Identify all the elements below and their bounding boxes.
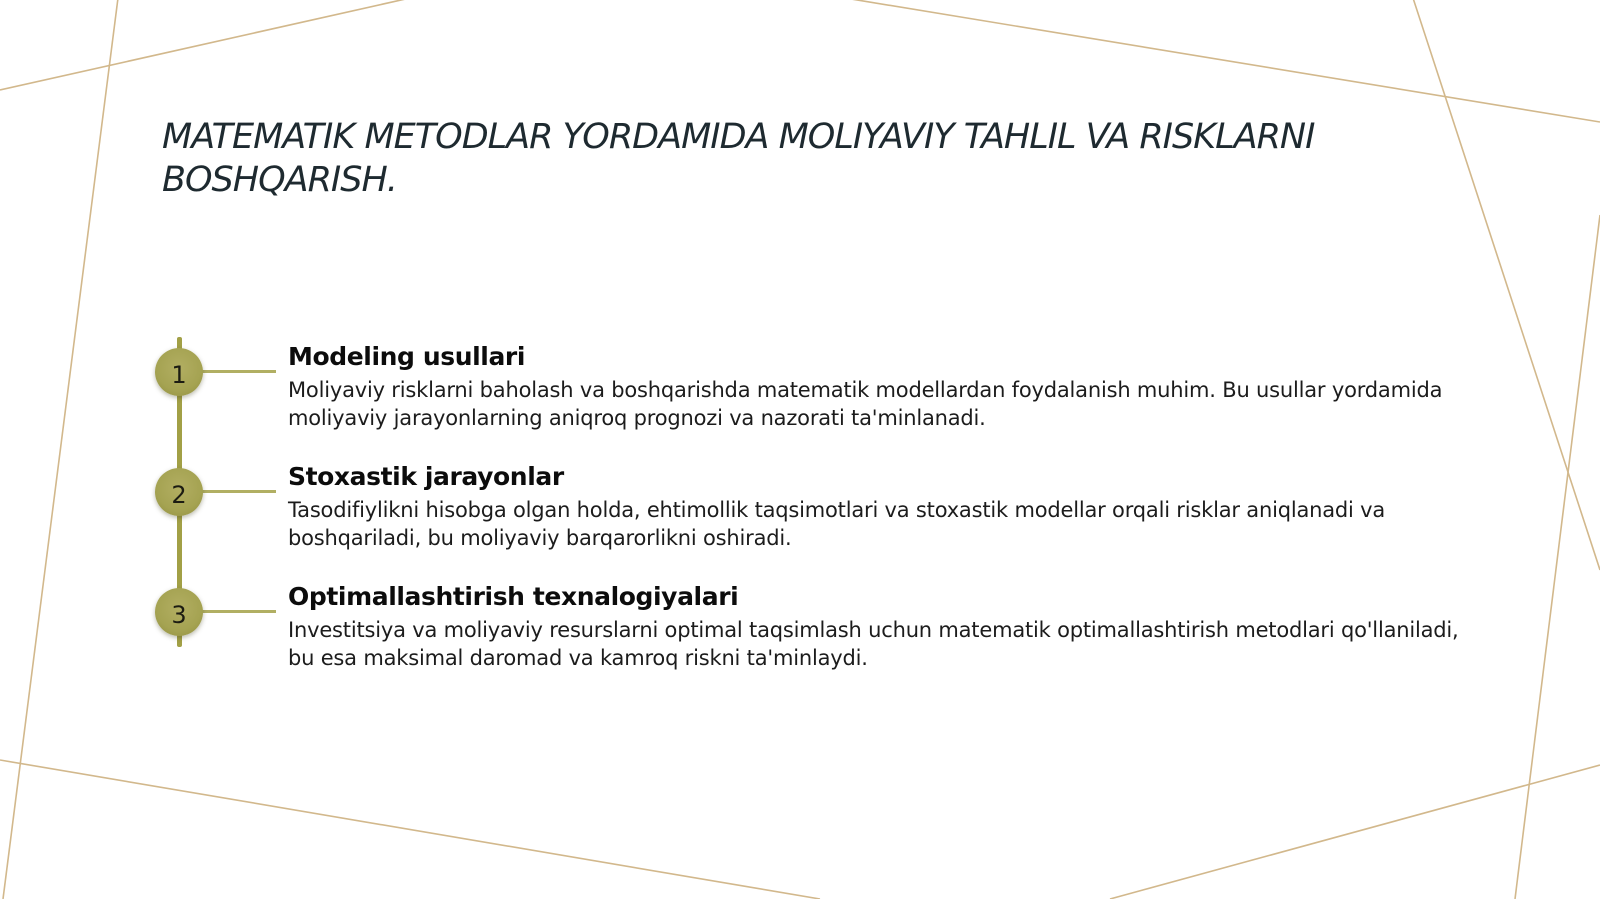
slide-title: MATEMATIK METODLAR YORDAMIDA MOLIYAVIY TAHLIL VA RISKLARNI BOSHQARISH. — [162, 117, 1315, 200]
frame-line-top-left — [0, 0, 410, 90]
step-3-connector — [200, 610, 276, 613]
step-3-marker — [155, 588, 203, 636]
step-3-heading: Optimallashtirish texnalogiyalari — [288, 582, 739, 611]
frame-line-bottom-left — [0, 760, 820, 899]
step-1-content — [288, 341, 1468, 432]
frame-line-top-right — [845, 0, 1600, 122]
step-2-connector — [200, 490, 276, 493]
step-2-heading: Stoxastik jarayonlar — [288, 462, 564, 491]
step-1-marker — [155, 348, 203, 396]
step-2-content — [288, 461, 1468, 552]
frame-line-bottom-right — [1110, 765, 1600, 899]
step-2-marker — [155, 468, 203, 516]
step-3-content — [288, 581, 1468, 672]
step-1-number: 1 — [171, 361, 187, 389]
step-1-heading: Modeling usullari — [288, 342, 526, 371]
frame-line-right — [1515, 215, 1600, 899]
step-2-number: 2 — [171, 481, 187, 509]
step-1-description: Moliyaviy risklarni baholash va boshqarishda matematik modellardan foydalanish muhim. Bu usullar yordamida moliyaviy jarayonlarning aniqroq prognozi va nazorati ta'minlanadi. — [288, 378, 1443, 430]
step-3-description: Investitsiya va moliyaviy resurslarni optimal taqsimlash uchun matematik optimallashtirish metodlari qo'llaniladi, bu esa maksimal daromad va kamroq riskni ta'minlaydi. — [288, 618, 1459, 670]
step-2-description: Tasodifiylikni hisobga olgan holda, ehtimollik taqsimotlari va stoxastik modellar orqali risklar aniqlanadi va boshqariladi, bu moliyaviy barqarorlikni oshiradi. — [288, 498, 1386, 550]
step-3-number: 3 — [171, 601, 187, 629]
step-1-connector — [200, 370, 276, 373]
